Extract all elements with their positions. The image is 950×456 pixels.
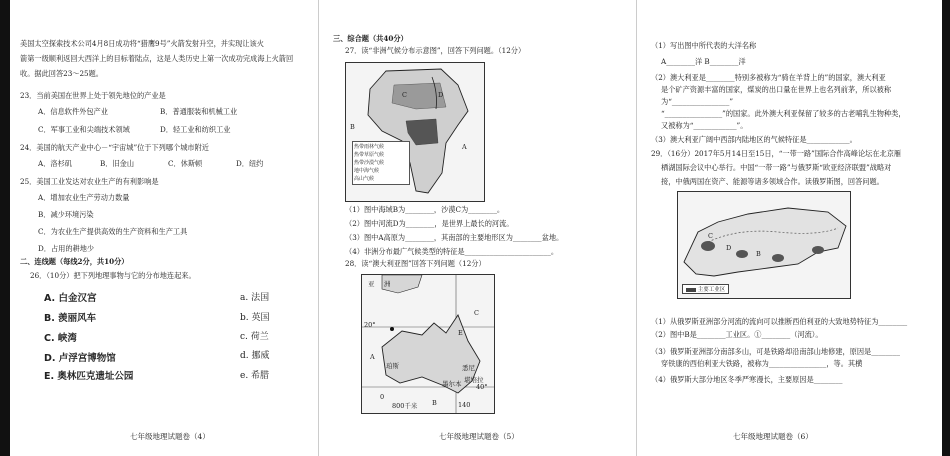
q28-line-8: （3）澳大利亚广阔中西部内陆地区的气候特征是____________。	[651, 135, 857, 144]
legend-highland: 高山气候	[354, 176, 375, 182]
map1-legend	[352, 141, 410, 185]
q28-line-5: 为“________________”	[661, 97, 734, 106]
section-3-heading: 三、综合题（共40分）	[333, 34, 408, 43]
question-26: 26．（10分）把下列地理事物与它的分布地连起来。	[30, 271, 196, 280]
page-3-footer: 七年级地理试题卷（6）	[733, 432, 813, 441]
map2-lat-20: 20°	[364, 321, 376, 329]
question-23: 23．当前美国在世界上处于领先地位的产业是	[20, 91, 166, 100]
q29-intro-2: 栖湖国际会议中心举行。中国“一带一路”与俄罗斯“欧亚经济联盟”战略对	[661, 163, 892, 172]
q27-item-2: （2）图中河流D为________，是世界上最长的河流。	[345, 219, 514, 228]
match-left-e: E. 奥林匹克遗址公园	[44, 371, 134, 382]
intro-line-3: 收。据此回答23～25题。	[20, 69, 103, 78]
map2-lon-140: 140	[458, 401, 471, 409]
legend-mediterranean: 地中海气候	[354, 168, 380, 174]
map2-label-e: E	[458, 329, 463, 337]
match-left-b: B. 羡丽风车	[44, 313, 97, 324]
q25-option-a: A．增加农业生产劳动力数量	[38, 193, 130, 202]
match-left-a: A. 白金汉宫	[44, 293, 97, 304]
q28-line-6: “________________”的国家。此外澳大利亚保留了较多的古老哺乳生物种类，	[661, 109, 906, 118]
q24-option-c: C．休斯顿	[168, 159, 203, 168]
q25-option-d: D．占用的耕地少	[38, 244, 95, 253]
map2-melbourne: 墨尔本	[442, 380, 462, 388]
map2-asia-1: 亚	[368, 280, 375, 288]
map1-label-d: D	[438, 91, 444, 99]
q23-option-a: A．信息软件外包产业	[38, 107, 108, 116]
match-right-d: d. 挪威	[240, 351, 270, 361]
russia-map	[677, 191, 851, 299]
russia-map-legend	[682, 284, 729, 294]
question-28: 28．读“澳大利亚图”回答下列问题（12分）	[345, 259, 486, 268]
page-3	[636, 0, 950, 456]
match-left-c: C. 峡湾	[44, 333, 77, 344]
legend-industrial-label: 主要工业区	[697, 287, 726, 293]
russia-label-c: C	[708, 232, 713, 240]
match-left-d: D. 卢浮宫博物馆	[44, 353, 116, 364]
q29-item-3: （3）俄罗斯亚洲部分南部多山，可是铁路却沿南部山地修建，原因是________	[651, 347, 900, 356]
q27-item-3: （3）图中A高原为________，其南部的主要地形区为________盆地。	[345, 233, 564, 242]
q28-line-3: （2）澳大利亚是________特别多被称为“骑在羊背上的”的国家，澳大利亚	[651, 73, 886, 82]
q23-option-d: D．轻工业和纺织工业	[160, 125, 231, 134]
map2-scale-0: 0	[380, 393, 385, 401]
q25-option-c: C．为农业生产提供高效的生产资料和生产工具	[38, 227, 188, 236]
map2-asia-2: 洲	[384, 280, 391, 288]
q29-item-4: （4）俄罗斯大部分地区冬季严寒漫长，主要原因是________	[651, 375, 843, 384]
q24-option-b: B．旧金山	[100, 159, 135, 168]
question-27: 27．读“非洲气候分布示意图”，回答下列问题。（12分）	[345, 46, 526, 55]
q24-option-d: D．纽约	[236, 159, 264, 168]
intro-line-1: 美国太空探索技术公司4月8日成功将“猎鹰9号”火箭发射升空，并实现让该火	[20, 39, 264, 48]
intro-line-2: 箭第一级顺利返回大西洋上的目标着陆点，这是人类历史上第一次成功完成海上火箭回	[20, 54, 294, 63]
legend-savanna: 热带草原气候	[354, 152, 385, 158]
q23-option-c: C．军事工业和尖端技术领域	[38, 125, 130, 134]
q28-line-1: （1）写出图中所代表的大洋名称	[651, 41, 757, 50]
q28-line-7: 又被称为“____________”。	[661, 121, 748, 130]
map2-scale-800: 800千米	[392, 402, 418, 410]
section-2-heading: 二、连线题（每线2分，共10分）	[20, 257, 129, 266]
map1-label-a: A	[462, 143, 467, 151]
q29-intro-3: 接，中俄两国在资产、能源等诸多领域合作。读俄罗斯图，回答问题。	[661, 177, 884, 186]
australia-map	[361, 274, 495, 414]
q27-item-4: （4）非洲分布最广气候类型的特征是________________________。	[345, 247, 559, 256]
legend-desert: 热带沙漠气候	[354, 160, 385, 166]
map2-sydney: 悉尼	[462, 364, 475, 372]
q24-option-a: A．洛杉矶	[38, 159, 72, 168]
q27-item-1: （1）图中海域B为________，沙漠C为________。	[345, 205, 505, 214]
russia-label-b: B	[756, 250, 761, 258]
match-right-c: c. 荷兰	[240, 332, 269, 342]
map2-label-b: B	[432, 399, 437, 407]
match-right-e: e. 希腊	[240, 371, 270, 381]
q29-item-3b: 穿铁康的西伯利亚大铁路，被称为________________，等。其横	[661, 359, 863, 368]
question-24: 24．美国的航天产业中心－“宇宙城”位于下列哪个城市附近	[20, 143, 209, 152]
russia-map-drawing	[678, 192, 850, 298]
q29-intro-1: 29．（16分）2017年5月14日至15日，“一带一路”国际合作高峰论坛在北京雁	[651, 149, 902, 158]
map2-label-c: C	[474, 309, 479, 317]
legend-rainforest: 热带雨林气候	[354, 144, 385, 150]
map2-perth: 珀斯	[386, 362, 399, 370]
map2-canberra: 堪培拉	[464, 376, 484, 384]
page-2	[318, 0, 637, 456]
q29-item-2: （2）图中B是________工业区。①________（河流）。	[651, 330, 823, 339]
match-right-a: a. 法国	[240, 293, 270, 303]
page-1-footer: 七年级地理试题卷（4）	[130, 432, 210, 441]
africa-climate-map	[345, 62, 485, 202]
q29-item-1: （1）从俄罗斯亚洲部分河流的流向可以推断西伯利亚的大致地势特征为________	[651, 317, 908, 326]
industrial-zone-icon	[686, 288, 696, 292]
question-25: 25．美国工业发达对农业生产的有利影响是	[20, 177, 159, 186]
map2-lat-40: 40°	[476, 383, 488, 391]
q28-line-4: 是个矿产资源丰富的国家，煤炭的出口量在世界上也名列前茅，所以被称	[661, 85, 892, 94]
q25-option-b: B．减少环境污染	[38, 210, 94, 219]
page-2-footer: 七年级地理试题卷（5）	[439, 432, 519, 441]
match-right-b: b. 英国	[240, 313, 270, 323]
page-1	[0, 0, 318, 456]
q23-option-b: B．普通服装和机械工业	[160, 107, 238, 116]
russia-label-d: D	[726, 244, 732, 252]
map2-label-a: A	[370, 353, 375, 361]
map1-label-b: B	[350, 123, 355, 131]
map1-label-c: C	[402, 91, 407, 99]
q28-line-2: A________洋 B________洋	[661, 57, 746, 66]
